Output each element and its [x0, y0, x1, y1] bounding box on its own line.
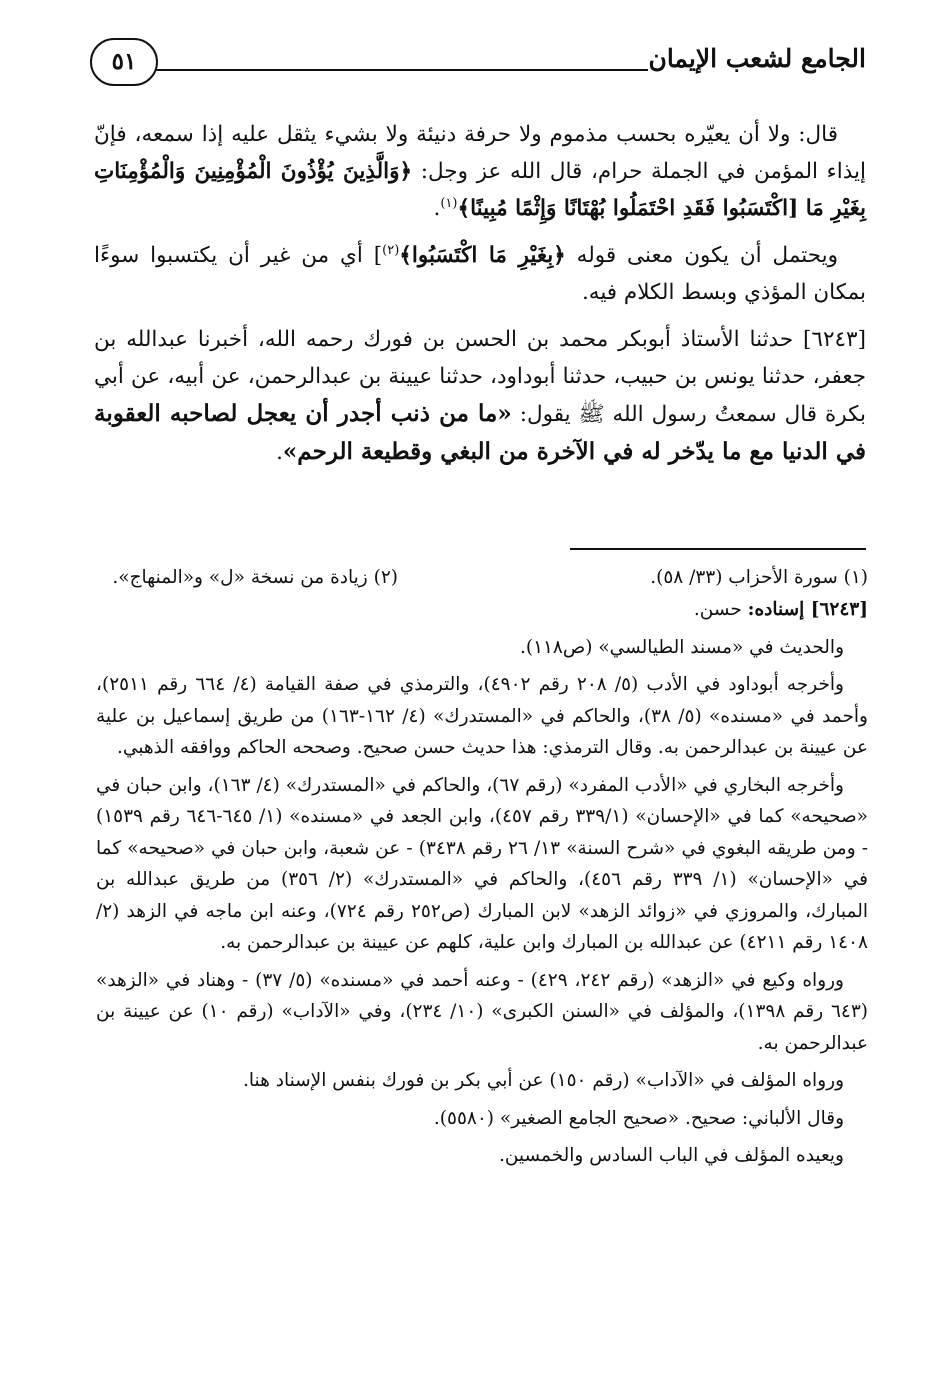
- paragraph-1-text: قال: ولا أن يعيّره بحسب مذموم ولا حرفة دنيئة ولا بشيء يثقل عليه إذا سمعه، فإنّ إيذاء المؤمن في الجملة حرام، قال الله عز وجل:: [94, 122, 866, 184]
- takhrij-note-3: وأخرجه البخاري في «الأدب المفرد» (رقم ٦٧)، والحاكم في «المستدرك» (٤/ ١٦٣)، وابن حبان في «صحيحه» كما في «الإحسان» (٣٣٩/١ رقم ٤٥٧)، وابن الجعد في «مسنده» (١/ ٦٤٥-٦٤٦ رقم ١٥٣٩) - ومن طريقه البغوي في «شرح السنة» ١٣/ ٢٦ رقم ٣٤٣٨) - عن شعبة، وابن حبان في «صحيحه» كما في «الإحسان» (١/ ٣٣٩ رقم ٤٥٦)، والحاكم في «المستدرك» (٢/ ٣٥٦) من طريق عبدالله بن المبارك، والمروزي في «زوائد الزهد» لابن المبارك (ص٢٥٢ رقم ٧٢٤)، وعنه ابن ماجه في الزهد (٢/ ١٤٠٨ رقم ٤٢١١) عن عبدالله بن المبارك وابن علية، كلهم عن عيينة بن عبدالرحمن به.: [96, 774, 868, 953]
- isnad-label: [٦٢٤٣] إسناده:: [747, 599, 868, 620]
- footnote-separator: [570, 548, 866, 550]
- takhrij-note-5: ورواه المؤلف في «الآداب» (رقم ١٥٠) عن أبي بكر بن فورك بنفس الإسناد هنا.: [242, 1070, 844, 1091]
- takhrij-note-1: والحديث في «مسند الطيالسي» (ص١١٨).: [519, 636, 844, 658]
- main-text: [94, 116, 866, 481]
- quran-verse-2: ﴿بِغَيْرِ مَا اكْتَسَبُوا﴾: [399, 243, 566, 268]
- footnote-ref-2: (٢): [382, 242, 400, 258]
- quran-verse-1: ﴿وَالَّذِينَ يُؤْذُونَ الْمُؤْمِنِينَ وَالْمُؤْمِنَاتِ بِغَيْرِ مَا [اكْتَسَبُوا فَقَدِ احْتَمَلُوا بُهْتَانًا وَإِثْمًا مُبِينًا﴾: [94, 159, 866, 221]
- hadith-paragraph: [94, 321, 866, 471]
- takhrij-note-6: وقال الألباني: صحيح. «صحيح الجامع الصغير» (٥٥٨٠).: [433, 1107, 844, 1129]
- hadith-isnad: [٦٢٤٣] حدثنا الأستاذ أبوبكر محمد بن الحسن بن فورك رحمه الله، أخبرنا عبدالله بن جعفر، حدثنا يونس بن حبيب، حدثنا أبوداود، حدثنا عيينة بن عبدالرحمن، عن أبيه، عن أبي بكرة قال سمعتُ رسول الله ﷺ يقول:: [94, 327, 866, 427]
- paragraph-2: [94, 237, 866, 311]
- takhrij-note-2: وأخرجه أبوداود في الأدب (٥/ ٢٠٨ رقم ٤٩٠٢)، والترمذي في صفة القيامة (٤/ ٦٦٤ رقم ٢٥١١)، وأحمد في «مسنده» (٥/ ٣٨)، والحاكم في «المستدرك» (٤/ ١٦٢-١٦٣) من طريق إسماعيل بن علية عن عيينة بن عبدالرحمن به. وقال الترمذي: هذا حديث حسن صحيح. وصححه الحاكم ووافقه الذهبي.: [96, 674, 868, 758]
- paragraph-1-end: .: [433, 196, 441, 221]
- footnote-1: (١) سورة الأحزاب (٣٣/ ٥٨).: [650, 567, 868, 588]
- footnote-2: (٢) زيادة من نسخة «ل» و«المنهاج».: [112, 567, 398, 588]
- page-number: ٥١: [90, 38, 158, 86]
- hadith-matn: «ما من ذنب أجدر أن يعجل لصاحبه العقوبة في الدنيا مع ما يدّخر له في الآخرة من البغي وقطيعة الرحم»: [94, 400, 866, 465]
- paragraph-2-rest: ] أي من غير أن يكتسبوا سوءًا بمكان المؤذي وبسط الكلام فيه.: [94, 243, 866, 305]
- book-title: الجامع لشعب الإيمان: [648, 44, 866, 73]
- footnote-ref-1: (١): [440, 195, 458, 211]
- header-rule: [156, 69, 648, 71]
- footnote-row: [96, 562, 868, 594]
- paragraph-2-text: ويحتمل أن يكون معنى قوله: [565, 243, 838, 268]
- takhrij-note-7: ويعيده المؤلف في الباب السادس والخمسين.: [498, 1145, 844, 1166]
- running-header: [90, 38, 866, 94]
- isnad-value: حسن.: [693, 599, 748, 620]
- isnad-grade: [96, 594, 868, 626]
- hadith-end: .: [276, 440, 283, 465]
- footnotes: [96, 562, 868, 1178]
- takhrij-note-4: ورواه وكيع في «الزهد» (رقم ٢٤٢، ٤٢٩) - وعنه أحمد في «مسنده» (٥/ ٣٧) - وهناد في «الزهد» (٦٤٣ رقم ١٣٩٨)، والمؤلف في «السنن الكبرى» (١٠/ ٢٣٤)، وفي «الآداب» (رقم ١٠) عن عيينة بن عبدالرحمن به.: [96, 969, 868, 1054]
- paragraph-1: [94, 116, 866, 227]
